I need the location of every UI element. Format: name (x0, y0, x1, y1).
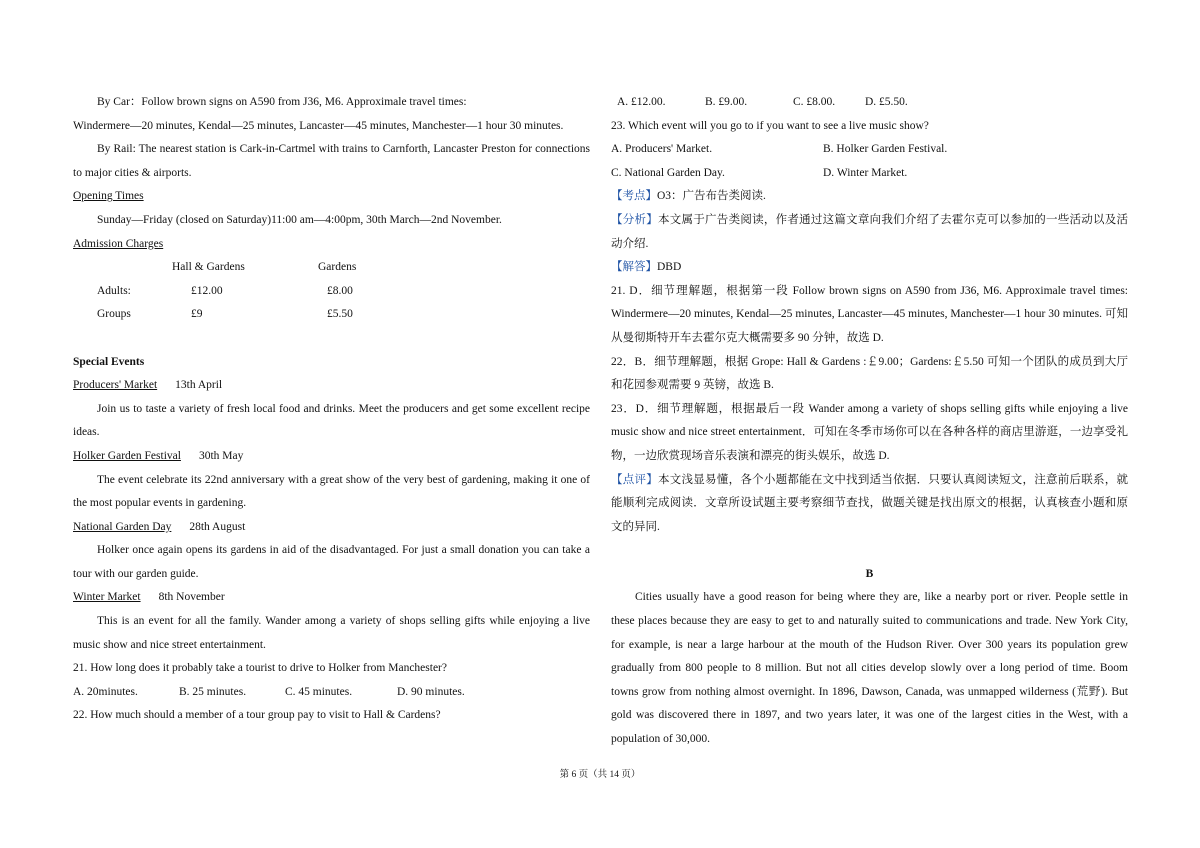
fenxi-tag: 【分析】 (611, 213, 659, 226)
opening-times-heading: Opening Times (73, 190, 144, 203)
kaodian-text: O3：广告布告类阅读. (657, 190, 766, 203)
event-description: The event celebrate its 22nd anniversary with a great show of the very best of gardening, making it one of the most popular events in gardening. (73, 473, 590, 510)
by-car-label: By Car： (97, 96, 142, 108)
event-title (73, 374, 590, 398)
admission-table-header (73, 256, 590, 280)
dianping-tag: 【点评】 (611, 473, 659, 486)
fenxi-text: 本文属于广告类阅读，作者通过这篇文章向我们介绍了去霍尔克可以参加的一些活动以及活动介绍. (611, 213, 1129, 250)
event-name: National Garden Day (73, 520, 172, 533)
event-name: Producers' Market (73, 379, 158, 392)
jieda-text: DBD (657, 261, 682, 274)
event-date: 13th April (175, 379, 223, 392)
right-column (611, 91, 1128, 752)
row-gardens-price: £8.00 (327, 284, 353, 297)
option: D. 90 minutes. (397, 685, 465, 698)
dianping (611, 469, 1128, 540)
dianping-text: 本文浅显易懂，各个小题都能在文中找到适当依据．只要认真阅读短文，注意前后联系，就能顺利完成阅读．文章所设试题主要考察细节查找，做题关键是找出原文的根据，认真核查小题和原文的异同. (611, 473, 1129, 533)
row-gardens-price: £5.50 (327, 308, 353, 321)
admission-row (73, 280, 590, 304)
event-description: Join us to taste a variety of fresh local food and drinks. Meet the producers and get some excellent recipe ideas. (73, 402, 590, 439)
question-21: 21. How long does it probably take a tourist to drive to Holker from Manchester? (73, 662, 447, 675)
question-22-options (611, 91, 1128, 115)
option: A. £12.00. (617, 96, 666, 108)
answer-22: 22．B．细节理解题，根据 Grope: Hall & Gardens :￡9.00；Gardens:￡5.50 可知一个团队的成员到大厅和花园参观需要 9 英镑，故选 B. (611, 355, 1128, 392)
option: A. Producers' Market. (611, 143, 713, 156)
by-car-text: Follow brown signs on A590 from J36, M6. Approximale travel times: (141, 96, 467, 108)
event-description: Holker once again opens its gardens in aid of the disadvantaged. For just a small donation you can take a tour with our garden guide. (73, 544, 590, 580)
event-date: 30th May (198, 449, 244, 462)
admission-row (73, 303, 590, 327)
kaodian-tag: 【考点】 (611, 190, 657, 203)
fenxi (611, 209, 1128, 256)
by-rail: By Rail: The nearest station is Cark-in-Cartmel with trains to Carnforth, Lancaster Preston for connections to major cities & airports. (73, 143, 590, 179)
option: D. Winter Market. (823, 166, 908, 179)
travel-times: Windermere—20 minutes, Kendal—25 minutes, Lancaster—45 minutes, Manchester—1 hour 30 minutes. (73, 119, 564, 132)
option: B. Holker Garden Festival. (823, 143, 948, 156)
header-hall-gardens: Hall & Gardens (172, 261, 245, 274)
option: C. £8.00. (793, 96, 836, 108)
question-23-options (611, 162, 1128, 186)
option: B. 25 minutes. (179, 685, 247, 698)
event-title (73, 586, 590, 610)
row-label: Groups (97, 308, 131, 321)
kaodian (611, 185, 1128, 209)
admission-charges-heading: Admission Charges (73, 237, 164, 250)
jieda-tag: 【解答】 (611, 261, 657, 274)
row-hall-price: £12.00 (191, 284, 223, 297)
option: D. £5.50. (865, 96, 908, 108)
answer-23: 23．D．细节理解题，根据最后一段 Wander among a variety of shops selling gifts while enjoying a live music show and nice street entertainment．可知在冬季市场你可以在各种各样的商店里游逛，一边享受礼物，一边欣赏现场音乐表演和漂亮的街头娱乐，故选 D. (611, 402, 1128, 462)
option: C. National Garden Day. (611, 166, 725, 179)
option: A. 20minutes. (73, 685, 138, 698)
event-description: This is an event for all the family. Wander among a variety of shops selling gifts while enjoying a live music show and nice street entertainment. (73, 615, 590, 651)
page-footer: 第 6 页（共 14 页） (559, 770, 641, 780)
option: C. 45 minutes. (285, 685, 353, 698)
question-23: 23. Which event will you go to if you want to see a live music show? (611, 119, 929, 132)
question-21-options (73, 681, 590, 705)
opening-times-text: Sunday—Friday (closed on Saturday)11:00 am—4:00pm, 30th March—2nd November. (97, 213, 502, 226)
event-title (73, 516, 590, 540)
event-name: Holker Garden Festival (73, 449, 181, 462)
header-gardens: Gardens (318, 261, 357, 274)
answer-21: 21. D．细节理解题，根据第一段 Follow brown signs on A590 from J36, M6. Approximale travel times: Windermere—20 minutes, Kendal—25 minutes, Lancaster—45 minutes, Manchester—1 hour 30 minutes. 可知从曼彻斯特开车去霍尔克大概需要多 90 分钟，故选 D. (611, 284, 1128, 344)
passage-b: Cities usually have a good reason for being where they are, like a nearby port or river. People settle in these places because they are easy to get to and naturally suited to communications and trade. New York City, for example, is near a large harbour at the mouth of the Hudson River. Over 300 years its population grew gradually from 800 people to 8 million. But not all cities develop slowly over a long period of time. Boom towns grow from nothing almost overnight. In 1896, Dawson, Canada, was unmapped wilderness (荒野). But gold was discovered there in 1897, and two years later, it was one of the largest cities in the West, with a population of 30,000. (611, 591, 1128, 746)
left-column (73, 91, 590, 728)
row-hall-price: £9 (191, 308, 203, 321)
event-date: 8th November (158, 591, 225, 604)
question-23-options (611, 138, 1128, 162)
option: B. £9.00. (705, 96, 748, 108)
section-b-heading: B (865, 567, 874, 580)
row-label: Adults: (97, 284, 131, 297)
special-events-heading: Special Events (73, 355, 145, 368)
event-date: 28th August (189, 520, 246, 533)
jieda (611, 256, 1128, 280)
event-name: Winter Market (73, 591, 141, 604)
by-car-line (73, 91, 590, 115)
question-22: 22. How much should a member of a tour group pay to visit to Hall & Cardens? (73, 709, 441, 722)
event-title (73, 445, 590, 469)
